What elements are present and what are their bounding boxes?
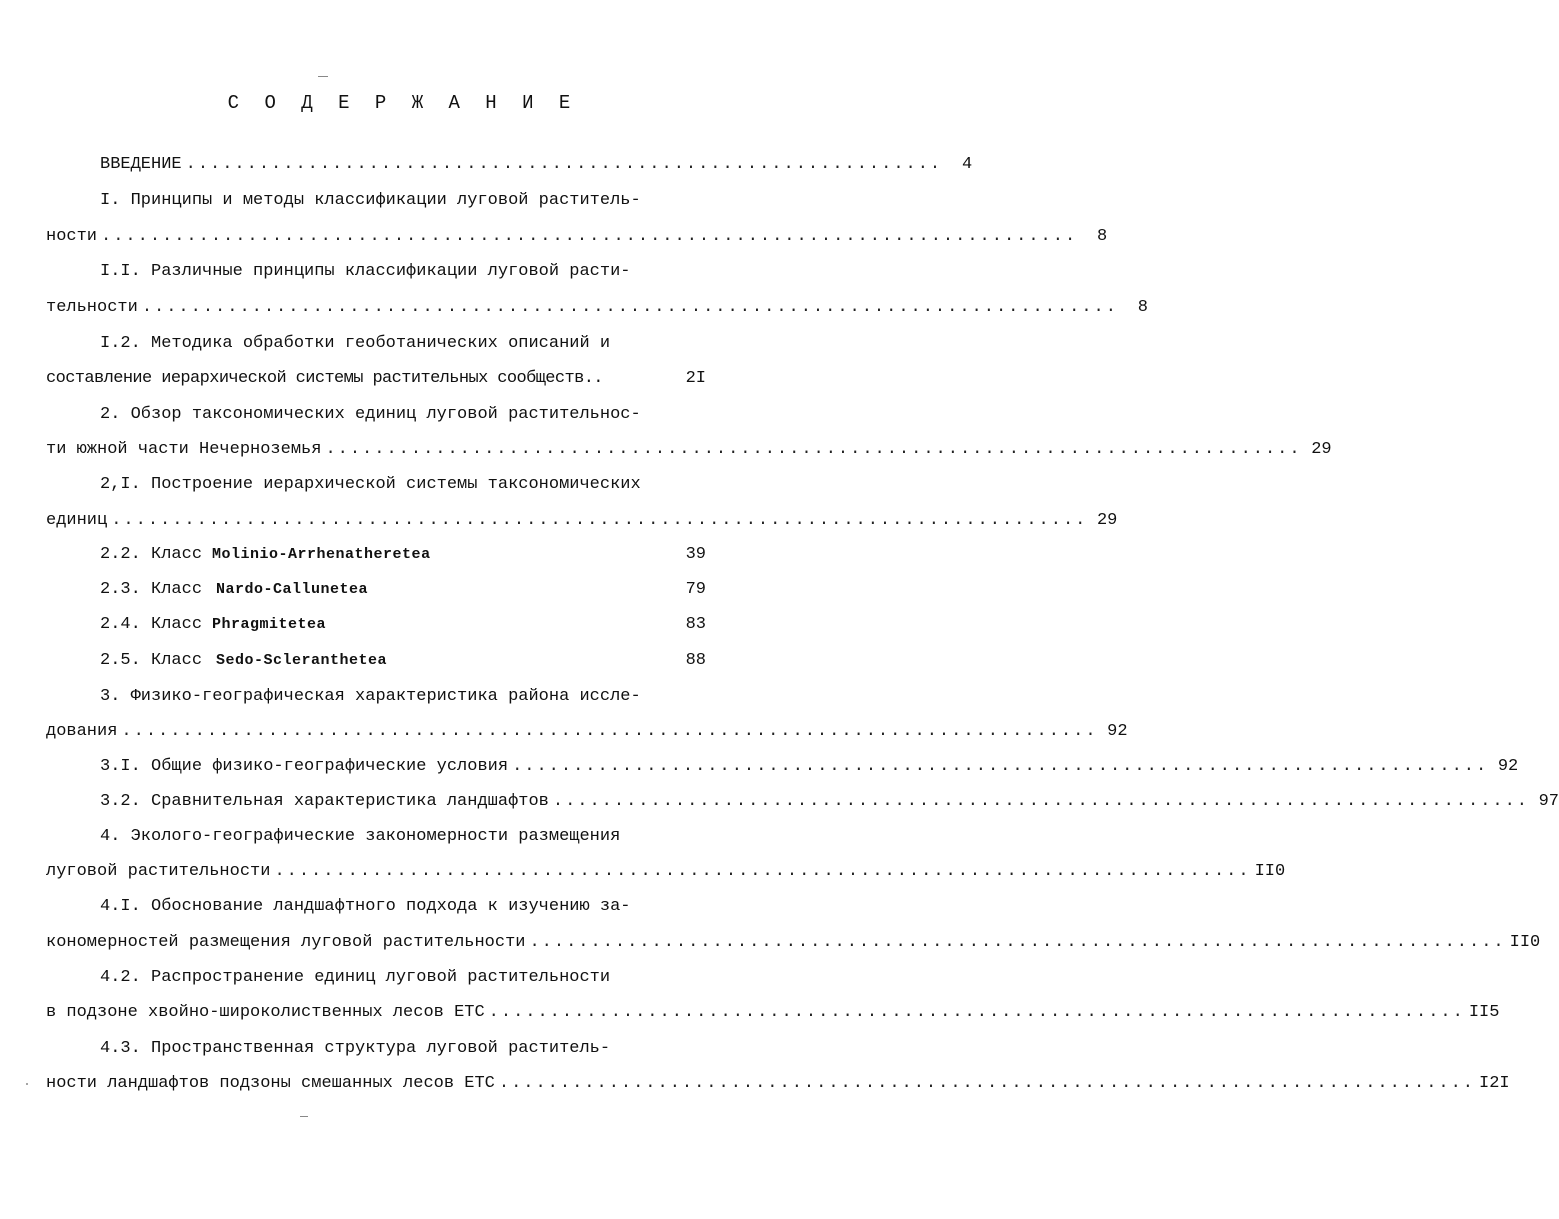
leader-dots: ................................................................................ [552,792,1530,811]
leader-dots: ................................................................................ [141,298,1118,317]
toc-page: 92 [1497,757,1519,776]
toc-label: 4. Эколого-географические закономерности размещения [100,827,621,846]
toc-entry-4-3-line2 [46,1071,1510,1097]
scan-mark [318,76,328,77]
toc-label: 4.I. Обоснование ландшафтного подхода к изучению за- [100,897,631,916]
taxon-name: Molinio-Arrhenatheretea [212,546,431,563]
toc-page: 4 [961,155,973,174]
toc-label: 2. Обзор таксономических единиц луговой растительнос- [100,405,641,424]
toc-page: 92 [1107,722,1128,741]
toc-entry-2-line1 [100,402,706,428]
toc-label: I. Принципы и методы классификации луговой раститель- [100,191,641,210]
toc-entry-4-line2 [46,859,1286,885]
toc-page: II5 [1468,1003,1500,1022]
leader-dots: ................................................................................ [121,722,1098,741]
toc-label: 3. Физико-географическая характеристика района иссле- [100,687,641,706]
toc-page: II0 [1509,933,1541,952]
toc-entry-1-2-line2 [46,366,706,392]
toc-entry-2-4 [100,612,706,638]
toc-entry-3-2 [100,789,1559,815]
scan-mark [26,1083,28,1085]
toc-entry-3-line2 [46,719,1128,745]
toc-entry-2-2 [100,542,706,568]
leader-dots: ................................................................................ [498,1074,1476,1093]
leader-dots: ................................................................................ [101,227,1078,246]
taxon-name: Phragmitetea [212,616,327,633]
toc-entry-4-1-line2 [46,930,1541,956]
toc-page: 88 [685,651,706,670]
toc-label: единиц [46,511,108,530]
toc-page: 79 [685,580,706,599]
leader-dots: ................................................................................ [111,511,1088,530]
toc-entry-1-line1 [100,188,706,214]
toc-page: 83 [685,615,706,634]
toc-entry-4-3-line1 [100,1036,706,1062]
toc-label: в подзоне хвойно-широколиственных лесов ЕТС [46,1003,485,1022]
toc-entry-2-line2 [46,437,1332,463]
toc-entry-4-2-line2 [46,1000,1500,1026]
toc-page: 2I [685,369,706,388]
page-title: С О Д Е Р Ж А Н И Е [227,92,578,114]
leader-dots: ................................................................................ [488,1003,1465,1022]
toc-page: I2I [1479,1074,1510,1093]
toc-label: ности ландшафтов подзоны смешанных лесов ЕТС [46,1074,495,1093]
toc-label: 2,I. Построение иерархической системы таксономических [100,475,641,494]
toc-page: 39 [685,545,706,564]
toc-entry-2-5 [100,648,706,674]
leader-dots: .............................................................. [185,155,943,174]
toc-label: 4.3. Пространственная структура луговой раститель- [100,1039,611,1058]
toc-label: 4.2. Распространение единиц луговой растительности [100,968,611,987]
toc-label: кономерностей размещения луговой растительности [46,933,526,952]
toc-page: 8 [1137,298,1148,317]
toc-label: I.2. Методика обработки геоботанических описаний и [100,334,611,353]
toc-entry-1-1-line1 [100,259,706,285]
toc-label: 2.5. Класс [100,651,203,670]
taxon-name: Nardo-Callunetea [216,581,369,598]
toc-label: составление иерархической системы растительных сообществ.. [46,369,603,388]
leader-dots: ................................................................................ [325,440,1302,459]
toc-entry-3-1 [100,754,1519,780]
toc-label: I.I. Различные принципы классификации луговой расти- [100,262,631,281]
taxon-name: Sedo-Scleranthetea [216,652,388,669]
toc-entry-3-line1 [100,684,706,710]
toc-label: 3.I. Общие физико-географические условия [100,757,509,776]
toc-entry-1-line2 [46,224,1108,250]
toc-entry-1-1-line2 [46,295,1148,321]
toc-entry-2-1-line1 [100,472,706,498]
toc-entry-1-2-line1 [100,331,706,357]
toc-label: луговой растительности [46,862,271,881]
toc-label: дования [46,722,118,741]
leader-dots: ................................................................................ [529,933,1506,952]
toc-label: 2.4. Класс [100,615,203,634]
toc-label: ти южной части Нечерноземья [46,440,322,459]
leader-dots: ................................................................................ [274,862,1251,881]
toc-entry-4-line1 [100,824,706,850]
toc-page: 97 [1538,792,1559,811]
toc-page: II0 [1254,862,1286,881]
toc-page: 8 [1096,227,1108,246]
toc-label: 2.3. Класс [100,580,203,599]
toc-entry-intro [100,152,973,178]
toc-label: ности [46,227,98,246]
toc-page: 29 [1096,511,1118,530]
toc-label: 2.2. Класс [100,545,203,564]
toc-page: 29 [1311,440,1332,459]
toc-entry-4-1-line1 [100,894,706,920]
toc-label: 3.2. Сравнительная характеристика ландшафтов [100,792,549,811]
scan-mark [300,1116,308,1117]
toc-entry-2-3 [100,577,706,603]
toc-label: ВВЕДЕНИЕ [100,155,182,174]
leader-dots: ................................................................................ [512,757,1489,776]
toc-entry-2-1-line2 [46,508,1118,534]
toc-label: тельности [46,298,138,317]
toc-entry-4-2-line1 [100,965,706,991]
